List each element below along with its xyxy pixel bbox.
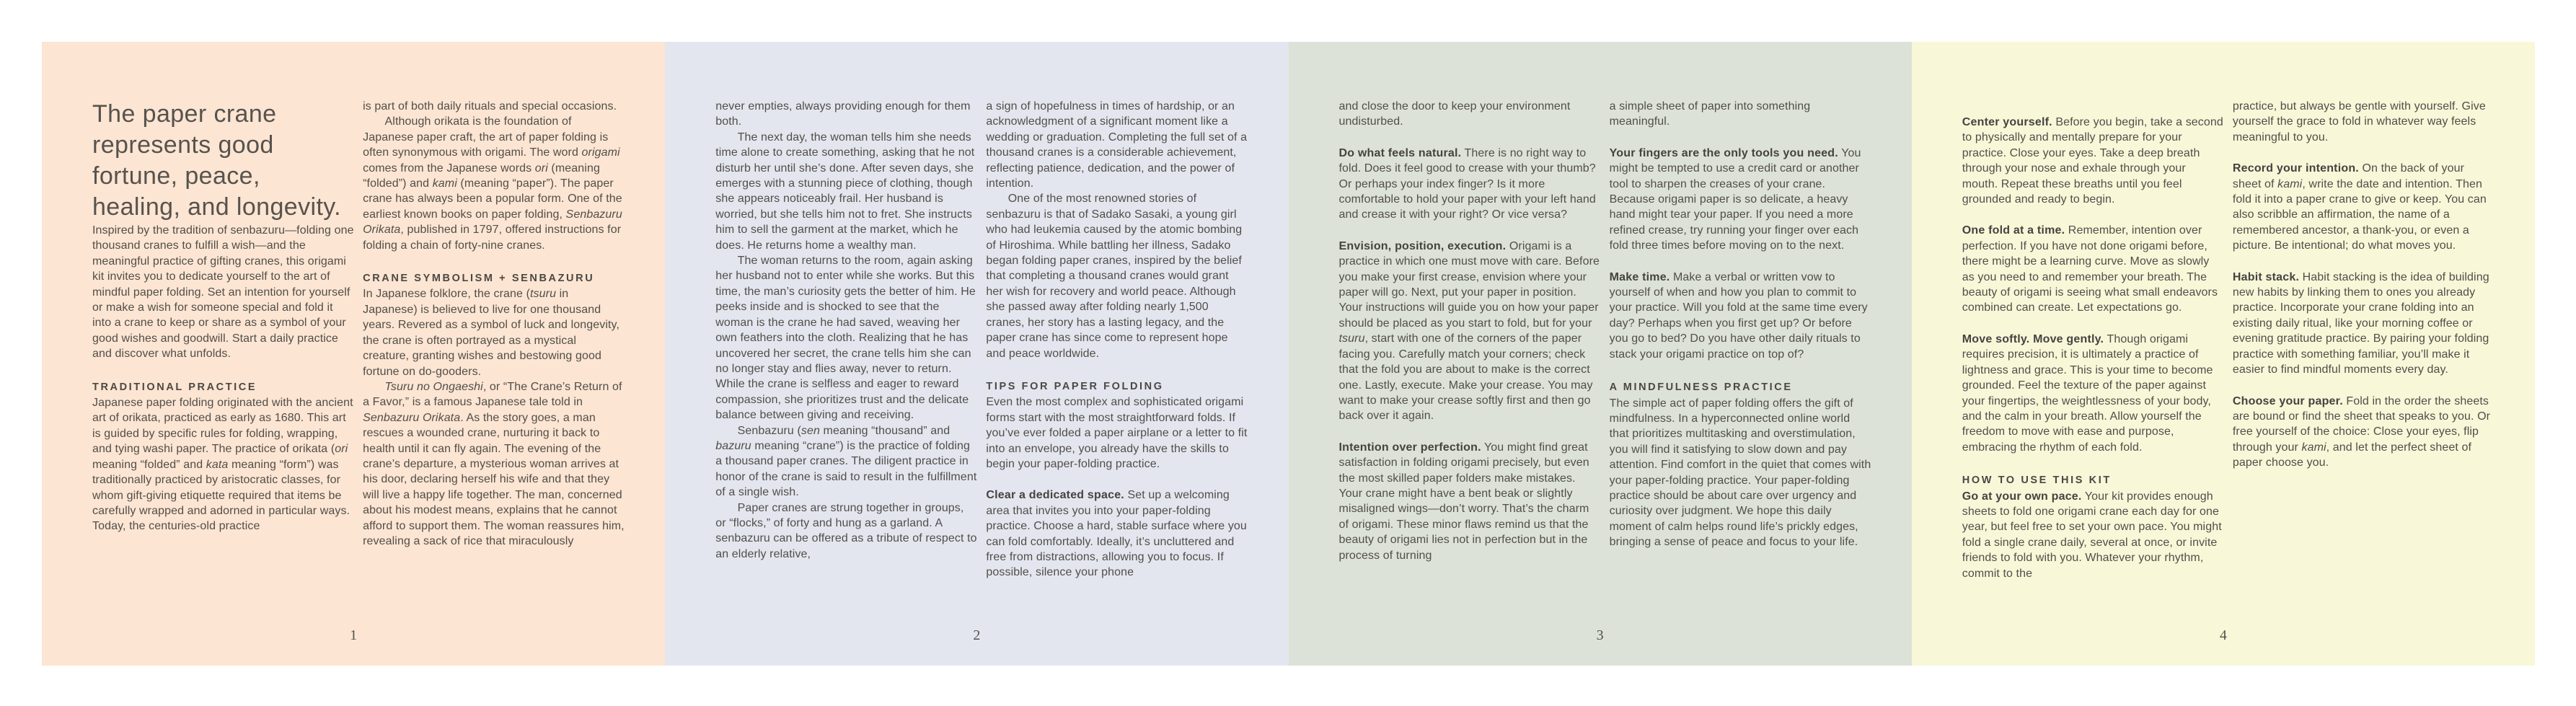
lead-phrase: Center yourself. [1962,116,2052,128]
paragraph: Inspired by the tradition of senbazuru—folding one thousand cranes to fulfill a wish—and the meaningful practice of gifting cranes, this origami kit invites you to dedicate yourself to the art of mindful paper folding. Set an intention for yourself or make a wish for someone special and fold it into a crane to keep or share as a symbol of your good wishes and goodwill. Start a daily practice and discover what unfolds. [92,224,354,361]
paragraph: Although orikata is the foundation of Japanese paper craft, the art of paper folding is often synonymous with origami. The word origami comes from the Japanese words ori (meaning “folded”) and kami (meaning “paper”). The paper crane has always been a popular form. One of the earliest known books on paper folding, Senbazuru Orikata, published in 1797, offered instructions for folding a chain of forty-nine cranes. [363,115,622,252]
section-heading: TRADITIONAL PRACTICE [92,381,257,393]
lead-phrase: Habit stack. [2232,270,2300,283]
booklet-page-2 [665,42,1288,666]
lead-phrase: Go at your own pace. [1962,490,2082,503]
lead-phrase: Make time. [1609,270,1670,283]
lead-paragraph: Intention over perfection. You might find great satisfaction in folding origami precisely, but even the most skilled paper folders make mistakes. Your crane might have a bent beak or slightly misaligned wings—don’t worry. That’s the charm of origami. These minor flaws remind us that the beauty of origami lies not in perfection but in the process of turning [1338,441,1589,562]
section-heading: A MINDFULNESS PRACTICE [1609,381,1793,394]
text-column-left [715,99,977,581]
page-number: 1 [350,627,358,643]
lead-paragraph: Clear a dedicated space. Set up a welcoming area that invites you into your paper-folding practice. Choose a hard, stable surface where you can fold comfortably. Ideally, it’s uncluttered and free from distractions, allowing you to focus. If possible, silence your phone [986,489,1247,579]
lead-paragraph: Make time. Make a verbal or written vow to yourself of when and how you plan to commit to your practice. Will you fold at the same time every day? Perhaps when you first get up? Or before you go to bed? Do you have other daily rituals to stack your origami practice on top of? [1609,270,1868,361]
lead-paragraph: Choose your paper. Fold in the order the sheets are bound or find the sheet that speaks to you. Or free yourself of the choice: Close your eyes, flip through your kami, and let the perfect sheet of paper choose you. [2232,394,2491,469]
lead-phrase: Intention over perfection. [1338,441,1481,454]
text-column-right [1610,99,1871,563]
paragraph: a simple sheet of paper into something meaningful. [1609,100,1811,128]
text-column-right [363,99,625,549]
text-column-right [2233,99,2495,581]
lead-phrase: Your fingers are the only tools you need. [1609,146,1838,159]
page-number: 3 [1596,627,1604,643]
paragraph: Even the most complex and sophisticated origami forms start with the most straightforward folds. If you’ve ever folded a paper airplane or a letter to fit into an envelope, you already have the skills to begin your paper-folding practice. [986,396,1248,470]
page-number: 2 [973,627,981,643]
paragraph: a sign of hopefulness in times of hardship, or an acknowledgment of a significant moment like a wedding or graduation. Completing the full set of a thousand cranes is a considerable achievement, reflecting patience, dedication, and the power of intention. [986,100,1248,190]
paragraph: and close the door to keep your environment undisturbed. [1338,100,1571,128]
lead-paragraph: Habit stack. Habit stacking is the idea of building new habits by linking them to ones you already practice. Incorporate your crane folding into an existing daily ritual, like your morning coffee or evening gratitude practice. By pairing your folding practice with something familiar, you’ll make it easier to find mindful moments every day. [2232,270,2489,376]
page-columns [1962,99,2495,581]
paragraph: The next day, the woman tells him she needs time alone to create something, asking that he not disturb her until she’s done. After seven days, she emerges with a stunning piece of clothing, though she appears noticeably frail. Her husband is worried, but she tells him not to fret. She instructs him to sell the garment at the market, which he does. He returns home a wealthy man. [715,131,975,252]
paragraph: practice, but always be gentle with yourself. Give yourself the grace to fold in whatever way feels meaningful to you. [2232,100,2486,144]
lead-paragraph: Move softly. Move gently. Though origami requires precision, it is ultimately a practice of lightness and grace. This is your time to become grounded. Feel the texture of the paper against your fingertips, the weightlessness of your body, and the calm in your breath. Allow yourself the freedom to move with ease and purpose, embracing the rhythm of each fold. [1962,332,2213,454]
section-heading: HOW TO USE THIS KIT [1962,475,2112,487]
lead-paragraph: One fold at a time. Remember, intention over perfection. If you have not done origami before, there might be a learning curve. Move as slowly as you need to and remember your breath. The beauty of origami is seeing what small endeavors combined can create. Let expectations go. [1962,224,2218,314]
lead-paragraph: Go at your own pace. Your kit provides enough sheets to fold one origami crane each day for one year, but feel free to set your own pace. You might fold a single crane daily, several at once, or invite friends to fold with you. Whatever your rhythm, commit to the [1962,490,2222,580]
paragraph: The simple act of paper folding offers the gift of mindfulness. In a hyperconnected online world that prioritizes multitasking and overstimulation, you will find it satisfying to slow down and pay attention. Find comfort in the quiet that comes with your paper-folding practice. Your paper-folding practice should be about care over urgency and curiosity over judgment. We hope this daily moment of calm helps round life’s prickly edges, bringing a sense of peace and focus to your life. [1609,397,1871,549]
page-number: 4 [2219,627,2227,643]
paragraph: Paper cranes are strung together in groups, or “flocks,” of forty and hung as a garland. A senbazuru can be offered as a tribute of respect to an elderly relative, [715,501,977,560]
page-columns [1339,99,1871,563]
lead-paragraph: Record your intention. On the back of your sheet of kami, write the date and intention. Then fold it into a paper crane to give or keep. You can also scribble an affirmation, the name of a remembered ancestor, a thank-you, or even a picture. Be intentional; do what moves you. [2232,162,2487,252]
text-column-left [92,99,354,549]
booklet-spread [42,42,2535,666]
lead-paragraph: Your fingers are the only tools you need. You might be tempted to use a credit card or another tool to sharpen the creases of your crane. Because origami paper is so delicate, a heavy hand might tear your paper. If you need a more refined crease, try running your finger over each fold three times before moving on to the next. [1609,146,1861,252]
booklet-page-4 [1912,42,2535,666]
lead-paragraph: Do what feels natural. There is no right way to fold. Does it feel good to crease with your thumb? Or perhaps your index finger? Is it more comfortable to hold your paper with your left hand and crease it with your right? Or vice versa? [1338,146,1596,221]
booklet-page-3 [1289,42,1912,666]
lead-phrase: Choose your paper. [2232,394,2343,407]
paragraph: Senbazuru (sen meaning “thousand” and bazuru meaning “crane”) is the practice of folding a thousand paper cranes. The diligent practice in honor of the crane is said to result in the fulfillment of a single wish. [715,424,977,499]
lead-paragraph: Envision, position, execution. Origami is a practice in which one must move with care. Before you make your first crease, envision where your paper will go. Next, put your paper in position. Your instructions will guide you on how your paper should be placed as you start to fold, but for your tsuru, start with one of the corners of the paper facing you. Carefully match your corners; check that the fold you are about to make is the correct one. Lastly, execute. Make your crease. You may want to make your crease softly first and then go back over it again. [1338,239,1600,423]
section-heading: CRANE SYMBOLISM + SENBAZURU [363,273,595,285]
lead-phrase: Envision, position, execution. [1338,239,1507,252]
lead-phrase: Clear a dedicated space. [986,489,1124,502]
lead-phrase: One fold at a time. [1962,224,2065,237]
lead-phrase: Do what feels natural. [1338,146,1462,159]
paragraph: Japanese paper folding originated with the ancient art of orikata, practiced as early as 1680. This art is guided by specific rules for folding, wrapping, and tying washi paper. The practice of orikata (ori meaning “folded” and kata meaning “form”) was traditionally practiced by aristocratic classes, for whom gift-giving etiquette required that items be carefully wrapped and adorned in particular ways. Today, the centuries-old practice [92,397,353,533]
paragraph: One of the most renowned stories of senbazuru is that of Sadako Sasaki, a young girl who had leukemia caused by the atomic bombing of Hiroshima. While battling her illness, Sadako began folding paper cranes, inspired by the belief that completing a thousand cranes would grant her wish for recovery and world peace. Although she passed away after folding nearly 1,500 cranes, her story has a lasting legacy, and the paper crane has since come to represent hope and peace worldwide. [986,193,1243,360]
paragraph: is part of both daily rituals and special occasions. [363,100,617,112]
text-column-left [1962,99,2224,581]
page-columns [92,99,625,549]
paragraph: In Japanese folklore, the crane (tsuru in Japanese) is believed to live for one thousand years. Revered as a symbol of luck and longevity, the crane is often portrayed as a mystical creature, granting wishes and bestowing good fortune on do-gooders. [363,288,620,378]
page-columns [715,99,1248,581]
text-column-right [986,99,1248,581]
booklet-page-1 [42,42,665,666]
lead-phrase: Move softly. Move gently. [1962,332,2104,345]
lead-paragraph: Center yourself. Before you begin, take a second to physically and mentally prepare for your practice. Close your eyes. Take a deep breath through your nose and exhale through your mouth. Repeat these breaths until you feel grounded and ready to begin. [1962,116,2223,206]
paragraph: The woman returns to the room, again asking her husband not to enter while she works. But this time, the man’s curiosity gets the better of him. He peeks inside and is shocked to see that the woman is the crane he had saved, weaving her own feathers into the cloth. Realizing that he has uncovered her secret, the crane tells him she can no longer stay and flies away, never to return. While the crane is selfless and eager to reward compassion, she prioritizes trust and the delicate balance between giving and receiving. [715,255,976,422]
paragraph: never empties, always providing enough for them both. [715,100,971,128]
lead-phrase: Record your intention. [2232,162,2359,175]
paragraph: Tsuru no Ongaeshi, or “The Crane’s Return of a Favor,” is a famous Japanese tale told in Senbazuru Orikata. As the story goes, a man rescues a wounded crane, nurturing it back to health until it can fly again. The evening of the crane’s departure, a mysterious woman arrives at his door, declaring herself his wife and that they will live a happy life together. The man, concerned about his modest means, explains that he cannot afford to support them. The woman reassures him, revealing a sack of rice that miraculously [363,380,625,547]
text-column-left [1339,99,1601,563]
page-title: The paper crane represents good fortune, peace, healing, and longevity. [92,100,342,221]
section-heading: TIPS FOR PAPER FOLDING [986,380,1164,392]
